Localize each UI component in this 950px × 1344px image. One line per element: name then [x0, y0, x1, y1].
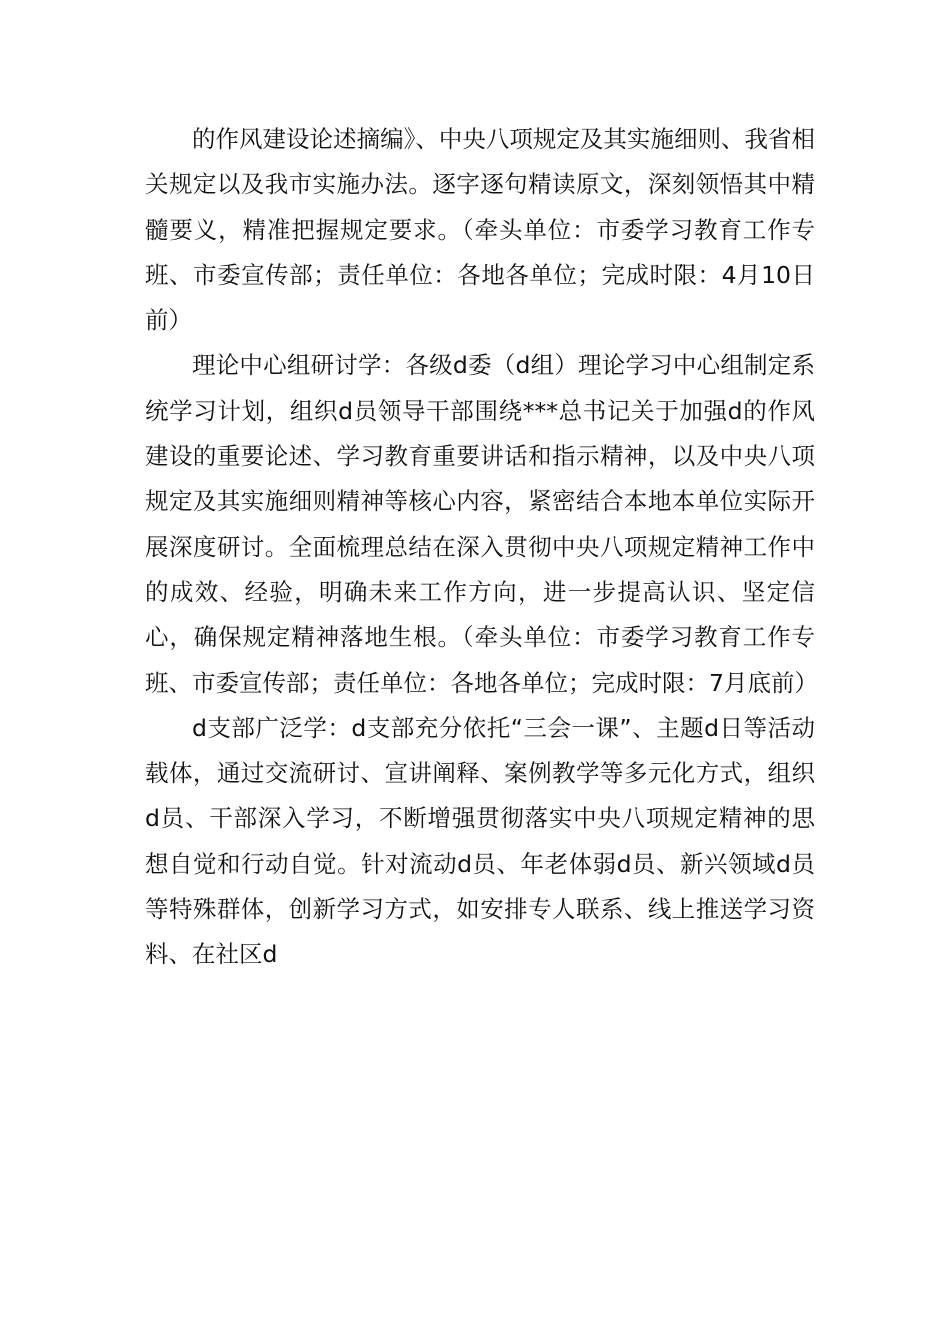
document-body — [145, 117, 818, 978]
paragraph-theory-group-study: 理论中心组研讨学：各级d委（d组）理论学习中心组制定系统学习计划，组织d员领导干部围绕***总书记关于加强d的作风建设的重要论述、学习教育重要讲话和指示精神，以及中央八项规定及其实施细则精神等核心内容，紧密结合本地本单位实际开展深度研讨。全面梳理总结在深入贯彻中央八项规定精神工作中的成效、经验，明确未来工作方向，进一步提高认识、坚定信心，确保规定精神落地生根。（牵头单位：市委学习教育工作专班、市委宣传部；责任单位：各地各单位；完成时限：7月底前） — [145, 351, 818, 697]
paragraph-continuation: 的作风建设论述摘编》、中央八项规定及其实施细则、我省相关规定以及我市实施办法。逐字逐句精读原文，深刻领悟其中精髓要义，精准把握规定要求。（牵头单位：市委学习教育工作专班、市委宣传部；责任单位：各地各单位；完成时限：4月10日前） — [145, 125, 815, 335]
paragraph-branch-study: d支部广泛学：d支部充分依托“三会一课”、主题d日等活动载体，通过交流研讨、宣讲阐释、案例教学等多元化方式，组织d员、干部深入学习，不断增强贯彻落实中央八项规定精神的思想自觉和行动自觉。针对流动d员、年老体弱d员、新兴领域d员等特殊群体，创新学习方式，如安排专人联系、线上推送学习资料、在社区d — [145, 713, 815, 969]
